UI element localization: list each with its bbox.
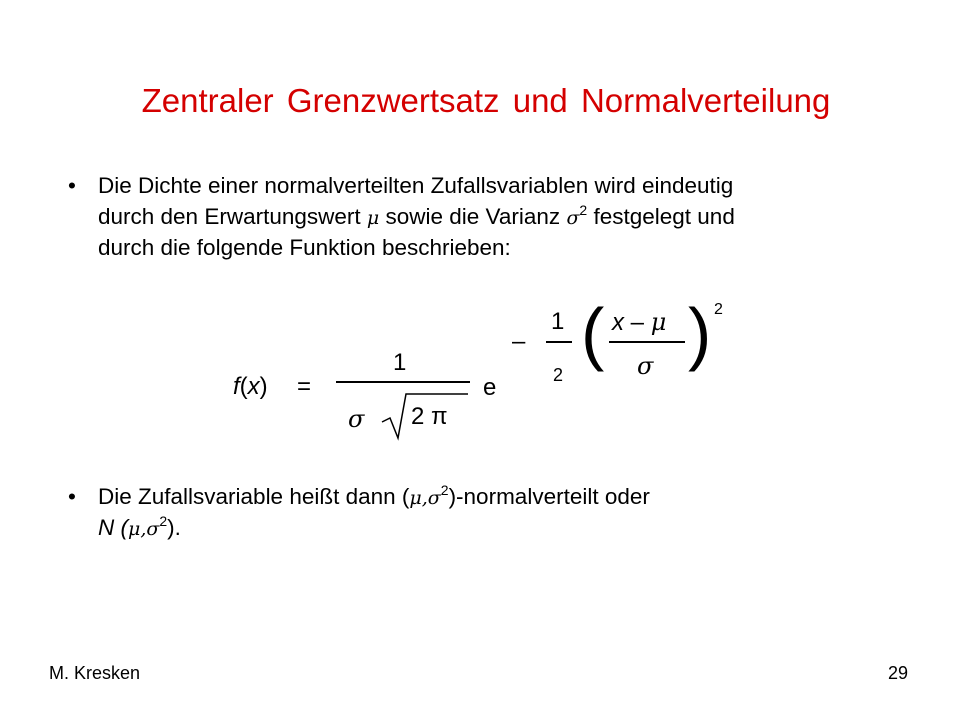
mu-symbol: μ — [366, 207, 380, 229]
bullet-marker: • — [68, 173, 76, 198]
formula-e: e — [483, 374, 497, 401]
formula-numerator: 1 — [393, 349, 407, 376]
bullet1-line3: durch die folgende Funktion beschrieben: — [98, 235, 511, 260]
text-variance: sowie die Varianz — [379, 204, 567, 229]
bullet1-line1: Die Dichte einer normalverteilten Zufallsvariablen wird eindeutig — [98, 173, 734, 198]
exponent-minus: – — [512, 328, 526, 355]
text-expected-value: durch den Erwartungswert — [98, 204, 367, 229]
half-fraction-bar — [546, 341, 572, 343]
sigma-symbol: σ — [566, 207, 580, 229]
half-denominator: 2 — [553, 365, 564, 385]
formula-lhs: f(x) — [233, 373, 268, 400]
text-normally-distributed: )-normalverteilt oder — [448, 484, 650, 509]
inner-numerator: x – μ — [612, 308, 667, 336]
inner-denominator: σ — [637, 352, 654, 380]
main-fraction-bar — [336, 381, 470, 383]
bullet2-line2 — [98, 512, 181, 545]
mu-sigma-symbols: μ,σ — [128, 518, 160, 540]
right-parenthesis: ) — [688, 294, 712, 372]
exponent-squared: 2 — [714, 301, 723, 318]
squared-superscript: 2 — [440, 482, 449, 498]
half-numerator: 1 — [551, 308, 565, 335]
formula-equals: = — [297, 373, 312, 400]
inner-fraction-bar — [609, 341, 685, 343]
bullet-marker: • — [68, 484, 76, 509]
squared-superscript: 2 — [159, 513, 168, 529]
text-closing: ). — [167, 515, 181, 540]
sqrt-content: 2 π — [411, 403, 448, 430]
text-n-notation: N ( — [98, 515, 128, 540]
text-determined: festgelegt und — [587, 204, 735, 229]
slide-title: Zentraler Grenzwertsatz und Normalverteilung — [141, 82, 831, 119]
footer-author: M. Kresken — [49, 663, 141, 683]
bullet2-line1 — [98, 481, 650, 514]
mu-sigma-symbols: μ,σ — [409, 487, 441, 509]
text-random-variable: Die Zufallsvariable heißt dann ( — [98, 484, 410, 509]
formula-sigma: σ — [348, 405, 365, 433]
left-parenthesis: ( — [581, 294, 605, 372]
squared-superscript: 2 — [579, 202, 588, 218]
footer-page-number: 29 — [888, 663, 909, 683]
